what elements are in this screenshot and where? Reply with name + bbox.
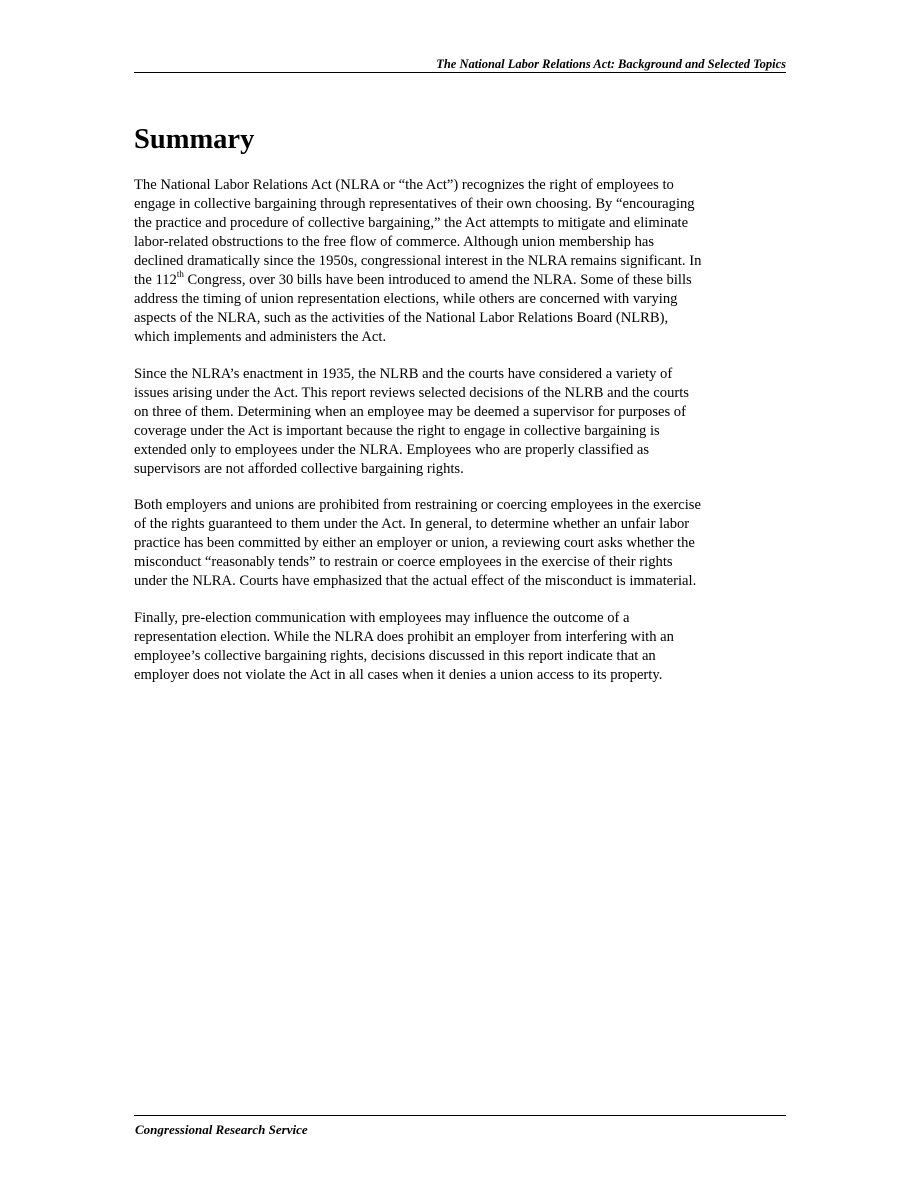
text-line: misconduct “reasonably tends” to restrain or coerce employees in the exercise of their rights (134, 554, 673, 570)
text-line: engage in collective bargaining through representatives of their own choosing. By “encouraging (134, 196, 695, 212)
paragraph-4 (134, 609, 786, 685)
text-line: on three of them. Determining when an employee may be deemed a supervisor for purposes of (134, 403, 686, 420)
paragraph-3 (134, 496, 786, 591)
text-line: representation election. While the NLRA does prohibit an employer from interfering with an (134, 628, 674, 645)
text-line: Finally, pre-election communication with employees may influence the outcome of a (134, 609, 630, 626)
text-line: which implements and administers the Act. (134, 329, 387, 345)
text-line: employer does not violate the Act in all cases when it denies a union access to its property. (134, 666, 663, 683)
text-line: declined dramatically since the 1950s, congressional interest in the NLRA remains significant. In (134, 253, 702, 269)
text-line: practice has been committed by either an employer or union, a reviewing court asks whether the (134, 535, 695, 551)
text-line: supervisors are not afforded collective bargaining rights. (134, 460, 464, 477)
running-header: The National Labor Relations Act: Background and Selected Topics (436, 57, 786, 71)
text-fragment: Congress, over 30 bills have been introduced to amend the NLRA. Some of these bills (183, 272, 692, 288)
text-line: Both employers and unions are prohibited from restraining or coercing employees in the exercise (134, 497, 701, 513)
footer-rule (134, 1115, 786, 1116)
text-line: aspects of the NLRA, such as the activities of the National Labor Relations Board (NLRB), (134, 310, 669, 326)
page-title: Summary (134, 124, 255, 155)
text-line: coverage under the Act is important because the right to engage in collective bargaining is (134, 422, 660, 439)
text-line: address the timing of union representation elections, while others are concerned with varying (134, 291, 678, 307)
text-line: The National Labor Relations Act (NLRA or “the Act”) recognizes the right of employees to (134, 177, 674, 193)
text-line: employee’s collective bargaining rights, decisions discussed in this report indicate that an (134, 647, 656, 664)
header-rule (134, 72, 786, 73)
text-line: of the rights guaranteed to them under the Act. In general, to determine whether an unfair labor (134, 516, 690, 532)
text-line: issues arising under the Act. This report reviews selected decisions of the NLRB and the courts (134, 384, 689, 401)
text-line: Since the NLRA’s enactment in 1935, the NLRB and the courts have considered a variety of (134, 365, 673, 382)
ordinal-superscript: th (176, 269, 184, 280)
summary-body (134, 176, 786, 702)
paragraph-1 (134, 176, 786, 347)
text-line: under the NLRA. Courts have emphasized that the actual effect of the misconduct is immaterial. (134, 573, 697, 589)
text-line (134, 271, 786, 290)
text-line: extended only to employees under the NLRA. Employees who are properly classified as (134, 441, 650, 458)
text-fragment: the 112 (134, 272, 177, 288)
paragraph-2 (134, 365, 786, 479)
text-line: labor-related obstructions to the free flow of commerce. Although union membership has (134, 234, 655, 250)
text-line: the practice and procedure of collective bargaining,” the Act attempts to mitigate and eliminate (134, 215, 689, 231)
running-footer: Congressional Research Service (135, 1122, 308, 1137)
